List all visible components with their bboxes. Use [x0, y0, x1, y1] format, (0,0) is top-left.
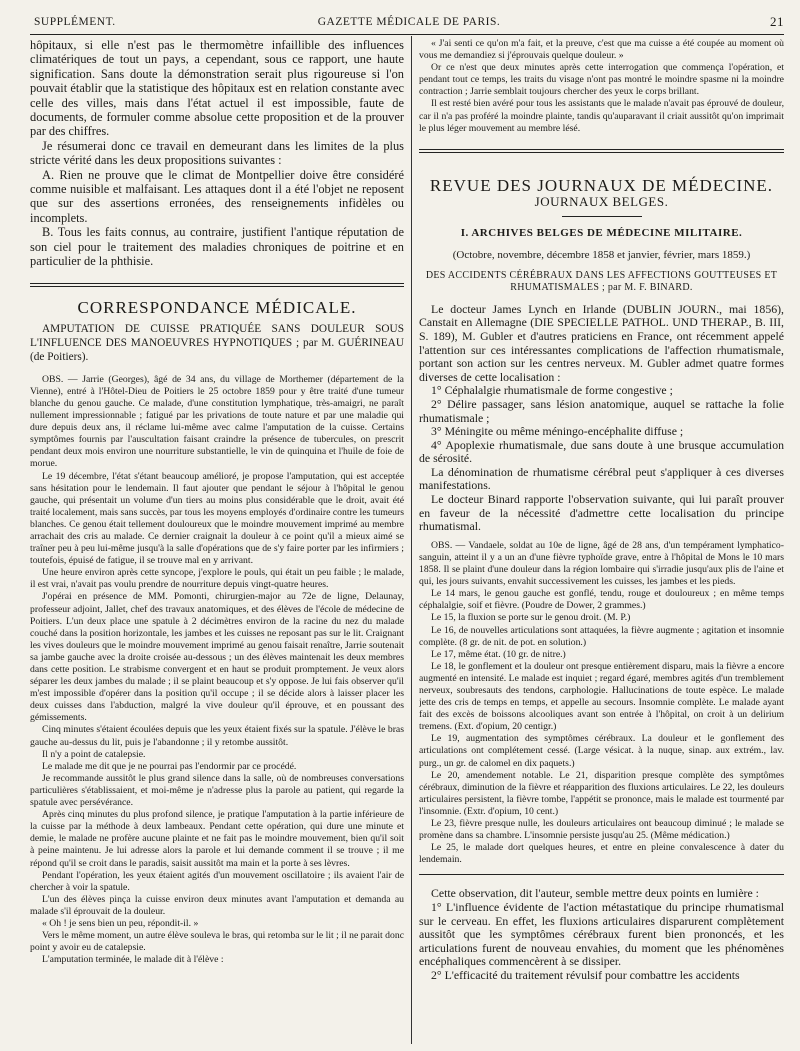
section-separator — [30, 283, 404, 287]
paragraph: Le 20, amendement notable. Le 21, disparition presque complète des symptômes cérébraux, diminution de la fièvre et réapparition des fluxions articulaires. Le 22, les douleurs articulaires persistent, la fièvre tombe, l'appétit se prononce, mais le malade est tourmenté par l'insomnie. (Extr. d'opium, 10 cent.) — [419, 769, 784, 817]
paragraph: Or ce n'est que deux minutes après cette interrogation que commença l'opération, et pendant tout ce temps, les traits du visage n'ont pas montré le moindre spasme ni la moindre contraction ; Jarrie semblait toujours chercher des yeux le corps brillant. — [419, 62, 784, 98]
amputation-case — [30, 374, 404, 967]
paragraph: Une heure environ après cette syncope, j'explore le pouls, qui était un peu faible ; le malade, il est vrai, n'avait pas voulu prendre de nourriture depuis vingt-quatre heures. — [30, 567, 404, 591]
paragraph: hôpitaux, si elle n'est pas le thermomètre infaillible des influences climatériques de tout un pays, a cependant, sous ce rapport, une haute signification. Sans doute la démonstration serait plus rigoureuse si l'on pouvait établir que la statistique des hôpitaux est en relation constante avec celle des villes, mais dans l'état actuel il est impossible, faute de documents, de formuler comme absolue cette proposition et de la prouver par des chiffres. — [30, 38, 404, 139]
paragraph: Vers le même moment, un autre élève souleva le bras, qui retomba sur le lit ; il ne parait donc point y avoir eu de catalepsie. — [30, 930, 404, 954]
paragraph: Cette observation, dit l'auteur, semble mettre deux points en lumière : — [431, 886, 759, 901]
montpellier-conclusion — [30, 38, 404, 269]
paragraph: 2° Délire passager, sans lésion anatomique, auquel se rattache la folie rhumatismale ; — [419, 396, 784, 425]
paragraph: Pendant l'opération, les yeux étaient agités d'un mouvement oscillatoire ; ils avaient l'air de chercher à voir la spatule. — [30, 869, 404, 893]
header-supplement: SUPPLÉMENT. — [34, 16, 116, 28]
section-title-correspondance: CORRESPONDANCE MÉDICALE. — [77, 297, 357, 317]
header-page-number: 21 — [770, 14, 784, 29]
article-title-accidents: DES ACCIDENTS CÉRÉBRAUX DANS LES AFFECTIONS GOUTTEUSES ET RHUMATISMALES ; par M. F. BINARD. — [425, 269, 778, 294]
header-journal-title: GAZETTE MÉDICALE DE PARIS. — [317, 16, 501, 28]
page-header — [34, 12, 784, 32]
paragraph: 1° Céphalalgie rhumatismale de forme congestive ; — [431, 383, 673, 398]
paragraph: Le malade me dit que je ne pourrai pas l'endormir par ce procédé. — [42, 760, 297, 772]
paragraph: Le 19 décembre, l'état s'étant beaucoup amélioré, je propose l'amputation, qui est acceptée sans hésitation pour le lendemain. Il faut ajouter que pendant le séjour à l'hôpital le genou gauche, qui présentait un volume d'un tiers au moins plus considérable que le droit, avait été traité localement, mais sans succès, par tous les moyens employés d'ordinaire contre les tumeurs blanches. Ce genou était tellement douloureux que le moindre mouvement imprimé au membre arrachait des cris au malade. Ce dernier craignait la douleur à ce point qu'il a mieux aimé se traîner peu à peu lui-même jusqu'à la salle d'opérations que de s'y faire porter par les infirmiers ; toutefois, épuisé de fatigue, il se trouve mal en y arrivant. — [30, 470, 404, 567]
paragraph: OBS. — Jarrie (Georges), âgé de 34 ans, du village de Morthemer (département de la Vienne), entré à l'Hôtel-Dieu de Poitiers le 25 octobre 1859 pour y être traité d'une tumeur blanche du genou gauche. Ce malade, d'une constitution lymphatique, très-amaigri, ne paraît nullement impressionnable ; fatigué par les privations de toute nature et par une maladie qui dure depuis deux ans, il réclame lui-même avec calme l'amputation de la cuisse. Certains symptômes fournis par l'auscultation faisant craindre la présence de tubercules, on prescrit pendant deux mois environ une nourriture substantielle, le vin de quinquina et l'huile de foie de morue. — [30, 373, 404, 470]
paragraph: Le 23, fièvre presque nulle, les douleurs articulaires ont beaucoup diminué ; le malade se promène dans sa chambre. L'insomnie persiste jusqu'au 25. (Même médication.) — [419, 818, 784, 842]
paragraph: 3° Méningite ou même méningo-encéphalite diffuse ; — [431, 424, 684, 439]
short-separator — [419, 874, 784, 875]
paragraph: Le 25, le malade dort quelques heures, et entre en pleine convalescence à dater du lendemain. — [419, 842, 784, 866]
paragraph: Le 14 mars, le genou gauche est gonflé, tendu, rouge et douloureux ; en même temps céphalalgie, soif et fièvre. (Poudre de Dower, 2 grammes.) — [419, 588, 784, 612]
short-rule — [562, 216, 642, 217]
paragraph: L'amputation terminée, le malade dit à l'élève : — [42, 954, 224, 966]
paragraph: 2° L'efficacité du traitement révulsif pour combattre les accidents — [431, 967, 740, 982]
paragraph: J'opérai en présence de MM. Pomonti, chirurgien-major au 72e de ligne, Delaunay, professeur adjoint, Jallet, chef des travaux anatomiques, et des élèves de l'école de médecine de Poitiers. L'un deux place une spatule à 2 décimètres environ de la racine du nez du malade couché dans la position horizontale, les jambes et les cuisses ne reposant pas sur le lit. Craignant les vives douleurs que le moindre mouvement imprimé au genou faisait renaître, Jarrie soutenait sa jambe gauche avec la droite croisée au-dessous ; un des élèves maintenait les deux membres dans cette position. Le strabisme convergent et en haut se produit promptement. Je veux alors séparer les deux jambes du malade ; il se plaint beaucoup et s'y oppose. Je lui fais observer qu'il m'est impossible d'opérer dans la position qu'il occupe ; il se décide alors à laisser placer les deux cuisses dans l'abduction, malgré la vive douleur qu'il éprouve, et en poussant des gémissements. — [30, 591, 404, 724]
paragraph: 1° L'influence évidente de l'action métastatique du principe rhumatismal sur le cerveau. En effet, les fluxions articulaires disparurent complètement aussitôt que les symptômes cérébraux furent bien prononcés, et les articulations furent de nouveau envahies, du moment que les phénomènes encéphaliques commencèrent à se dissiper. — [419, 899, 784, 969]
paragraph: 4° Apoplexie rhumatismale, due sans doute à une brusque accumulation de sérosité. — [419, 437, 784, 466]
paragraph: OBS. — Vandaele, soldat au 10e de ligne, âgé de 28 ans, d'un tempérament lymphatico-sanguin, atteint il y a un an d'une fièvre typhoïde grave, entre à l'hôpital de Mons le 10 mars 1858. Il se plaint d'une douleur dans la région lombaire qui s'irradie jusqu'aux plis de l'aine et qui, les jours suivants, envahit successivement les cuisses, les jambes et les pieds. — [419, 539, 784, 588]
paragraph: L'un des élèves pinça la cuisse environ deux minutes avant l'amputation et demanda au malade s'il éprouvait de la douleur. — [30, 893, 404, 917]
paragraph: Après cinq minutes du plus profond silence, je pratique l'amputation à la partie inférieure de la cuisse par la méthode à deux lambeaux. Pendant cette opération, qui dure une minute et demie, le malade ne profère aucune plainte et ne fait pas le moindre mouvement, bien qu'il soit à peine maintenu. Je lui adresse alors la parole et lui demande comment il se trouve ; il me répond qu'il se croit dans le paradis, saisit aussitôt ma main et la porte à ses lèvres. — [30, 809, 404, 869]
article-conclusion — [419, 887, 784, 982]
paragraph: Je résumerai donc ce travail en demeurant dans les limites de la plus stricte vérité dans les deux propositions suivantes : — [30, 138, 404, 168]
paragraph: Le 17, même état. (10 gr. de nitre.) — [431, 648, 566, 660]
paragraph: Le 18, le gonflement et la douleur ont presque entièrement disparu, mais la fièvre a encore augmenté en intensité. Le malade est inquiet ; regard égaré, membres agités d'un tremblement nerveux, soubresauts des tendons, carphologie. Hallucinations de toute espèce. Le malade jette des cris de temps en temps, et appelle au secours. Insomnie complète. Le malade ayant fait des excès de boissons alcooliques avant son entrée à l'hôpital, on croit à un delirium tremens. (Ext. d'opium, 20 centigr.) — [419, 660, 784, 733]
journal-dates: (Octobre, novembre, décembre 1858 et janvier, février, mars 1859.) — [452, 248, 751, 261]
observation-case — [419, 540, 784, 867]
right-column — [419, 38, 784, 1048]
paragraph: « J'ai senti ce qu'on m'a fait, et la preuve, c'est que ma cuisse a été coupée au moment où vous me demandiez si j'éprouvais quelque douleur. » — [419, 38, 784, 62]
journal-name: I. ARCHIVES BELGES DE MÉDECINE MILITAIRE. — [460, 227, 743, 240]
paragraph: Le 16, de nouvelles articulations sont attaquées, la fièvre augmente ; agitation et insomnie complète. (8 gr. de nit. de pot. en solution.) — [419, 624, 784, 648]
paragraph: Il n'y a point de catalepsie. — [42, 748, 146, 760]
left-column — [30, 38, 404, 1048]
section-title-revue: REVUE DES JOURNAUX DE MÉDECINE. — [429, 175, 774, 195]
paragraph: Le docteur Binard rapporte l'observation suivante, qui lui paraît prouver en faveur de la nécessité d'admettre cette localisation du principe rhumatismal. — [419, 492, 784, 534]
amputation-case-end — [419, 38, 784, 135]
article-intro — [419, 303, 784, 534]
article-title-amputation: AMPUTATION DE CUISSE PRATIQUÉE SANS DOULEUR SOUS L'INFLUENCE DES MANOEUVRES HYPNOTIQUES ; par M. GUÉRINEAU (de Poitiers). — [30, 322, 404, 363]
paragraph: B. Tous les faits connus, au contraire, justifient l'antique réputation de son ciel pour le traitement des maladies chroniques de poitrine et en particulier de la phthisie. — [30, 225, 404, 269]
paragraph: Le 15, la fluxion se porte sur le genou droit. (M. P.) — [431, 612, 631, 624]
paragraph: Il est resté bien avéré pour tous les assistants que le malade n'avait pas éprouvé de douleur, car il n'a pas proféré la moindre plainte, tandis qu'auparavant il criait aussitôt qu'on imprimait le plus léger mouvement au membre lésé. — [419, 98, 784, 134]
paragraph: A. Rien ne prouve que le climat de Montpellier doive être considéré comme nuisible et malfaisant. Les attaques dont il a été l'objet ne reposent que sur des assertions erronées, des renseignements infidèles ou incomplets. — [30, 167, 404, 225]
paragraph: La dénomination de rhumatisme cérébral peut s'appliquer à ces diverses manifestations. — [419, 464, 784, 493]
header-rule — [30, 34, 784, 35]
section-separator — [419, 149, 784, 153]
subheading-journaux-belges: JOURNAUX BELGES. — [534, 194, 669, 209]
column-divider — [411, 36, 412, 1044]
paragraph: Le 19, augmentation des symptômes cérébraux. La douleur et le gonflement des articulations ont complétement cessé. (Large vésicat. à la nuque, sinap. aux extrém., lav. purg., un gr. de calomel en dix paquets.) — [419, 733, 784, 769]
paragraph: Cinq minutes s'étaient écoulées depuis que les yeux étaient fixés sur la spatule. J'élève le bras gauche au-dessus du lit, puis je l'abandonne ; il y retombe aussitôt. — [30, 724, 404, 748]
paragraph: Je recommande aussitôt le plus grand silence dans la salle, où de nombreuses conversations particulières s'établissaient, et moi-même je n'adresse plus la parole au patient, qui regarde la spatule avec persévérance. — [30, 772, 404, 809]
paragraph: « Oh ! je sens bien un peu, répondit-il. » — [42, 917, 199, 929]
paragraph: Le docteur James Lynch en Irlande (DUBLIN JOURN., mai 1856), Canstait en Allemagne (DIE SPECIELLE PATHOL. UND THERAP., B. III, S. 189), M. Gubler et d'autres praticiens en France, ont récemment appelé l'attention sur ces intéressantes complications de l'affection rhumatismale, portant son action sur les centres nerveux. M. Gubler admet quatre formes diverses de cette localisation : — [419, 301, 784, 384]
